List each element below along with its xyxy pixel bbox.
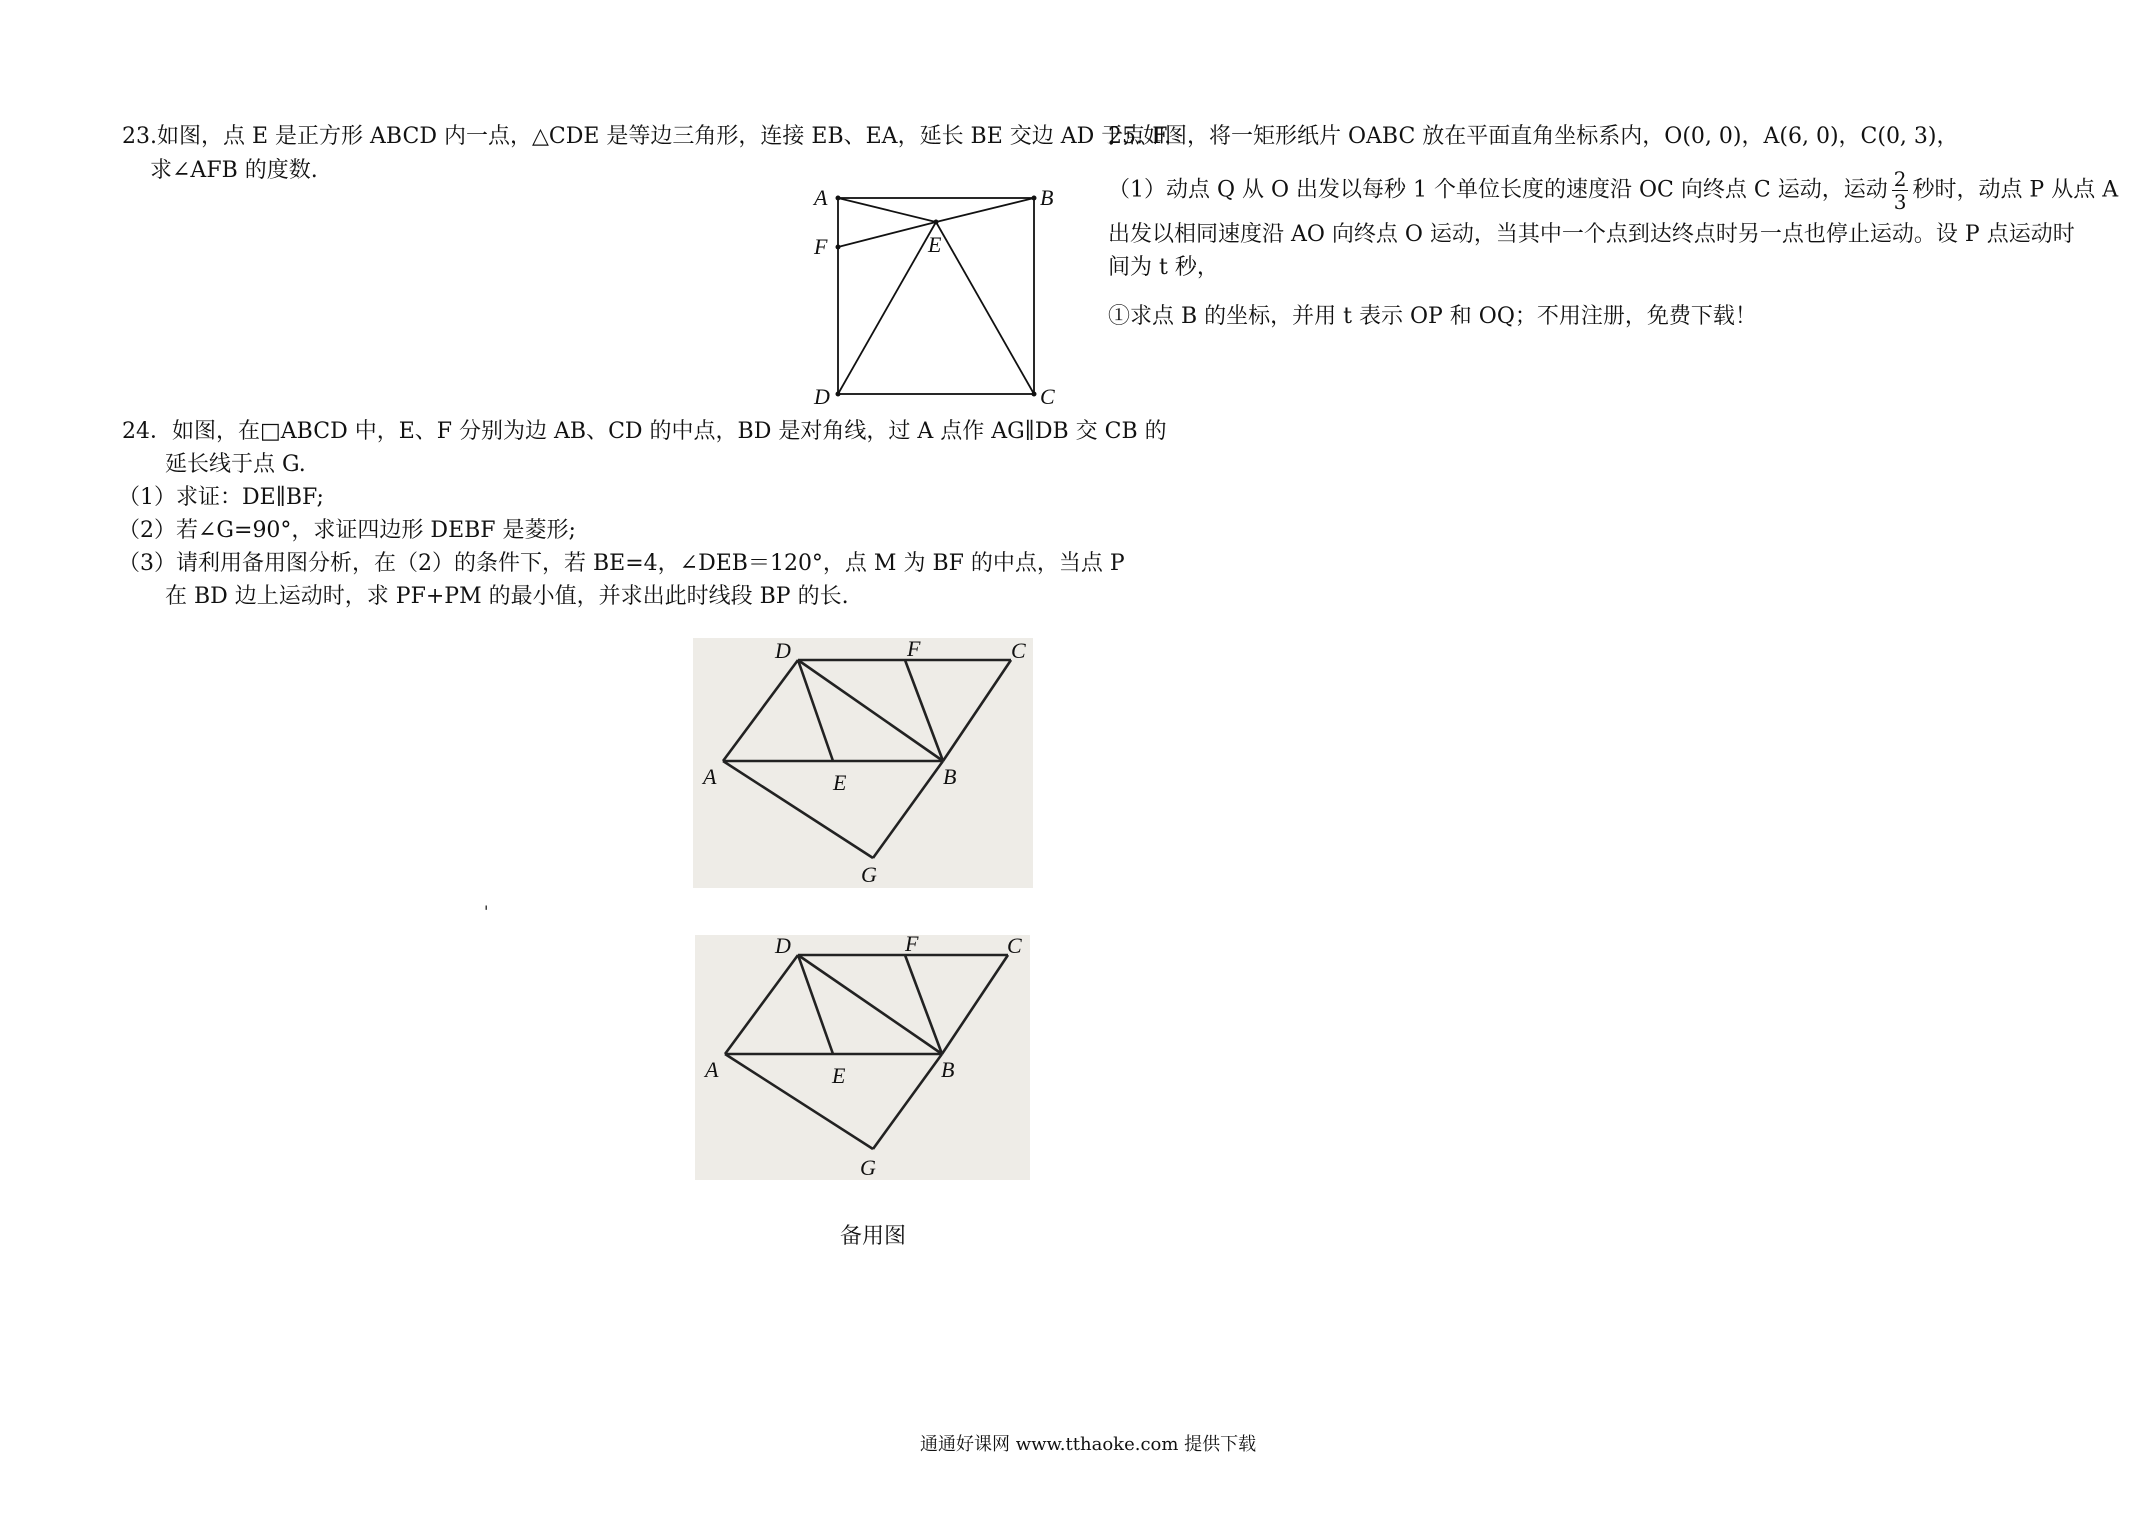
q24-part2: （2）若∠G=90°，求证四边形 DEBF 是菱形; <box>118 518 576 543</box>
q24-line2: 延长线于点 G. <box>165 452 306 477</box>
footer-credit: 通通好课网 www.tthaoke.com 提供下载 <box>920 1434 1257 1455</box>
label-d: D <box>775 935 791 958</box>
label-c: C <box>1007 935 1022 958</box>
download-ad-text: 不用注册，免费下载！ <box>1536 304 1757 329</box>
label-a: A <box>703 764 717 789</box>
q25-part1-text-b: 秒时，动点 P 从点 A <box>1912 177 2119 203</box>
label-b: B <box>943 764 957 789</box>
fraction-two-thirds <box>1892 168 1909 213</box>
label-e: E <box>832 1063 846 1088</box>
label-d: D <box>775 638 791 663</box>
label-a: A <box>814 185 828 210</box>
fraction-denominator: 3 <box>1893 190 1907 214</box>
label-b: B <box>941 1057 955 1082</box>
label-f: F <box>814 234 828 259</box>
q25-part1-text-a: （1）动点 Q 从 O 出发以每秒 1 个单位长度的速度沿 OC 向终点 C 运动，运动 <box>1108 177 1888 203</box>
label-g: G <box>860 1155 876 1180</box>
label-a: A <box>705 1057 719 1082</box>
label-f: F <box>905 935 919 956</box>
fraction-numerator: 2 <box>1893 167 1907 191</box>
label-e: E <box>833 770 847 795</box>
q25-sub1: ①求点 B 的坐标，并用 t 表示 OP 和 OQ； <box>1108 304 1537 329</box>
q25-part1-line2: 出发以相同速度沿 AO 向终点 O 运动，当其中一个点到达终点时另一点也停止运动。设 P 点运动时 <box>1108 222 2075 247</box>
q24-part1: （1）求证：DE∥BF; <box>118 485 324 510</box>
q23-line1: 23.如图，点 E 是正方形 ABCD 内一点，△CDE 是等边三角形，连接 EB、EA，延长 BE 交边 AD 于点 F. <box>122 124 1172 149</box>
stray-mark: ' <box>484 902 489 921</box>
q23-line2: 求∠AFB 的度数. <box>150 158 318 183</box>
spare-parallelogram-figure <box>695 935 1030 1180</box>
label-f: F <box>907 638 921 661</box>
square-abcd-figure <box>810 182 1060 407</box>
label-g: G <box>861 862 877 887</box>
label-c: C <box>1040 384 1055 407</box>
parallelogram-figure <box>693 638 1033 888</box>
label-b: B <box>1040 185 1054 210</box>
label-d: D <box>814 384 830 407</box>
q25-part1-line1 <box>1108 168 2118 213</box>
q24-line1: 24．如图，在□ABCD 中，E、F 分别为边 AB、CD 的中点，BD 是对角线，过 A 点作 AG∥DB 交 CB 的 <box>122 419 1167 444</box>
q24-part3-line1: （3）请利用备用图分析，在（2）的条件下，若 BE=4，∠DEB＝120°，点 M 为 BF 的中点，当点 P <box>118 551 1125 576</box>
q25-part1-line3: 间为 t 秒， <box>1108 255 1219 280</box>
q25-sub1-line <box>1108 302 1757 332</box>
figure-caption: 备用图 <box>840 1224 907 1249</box>
label-c: C <box>1011 638 1026 663</box>
label-e: E <box>928 232 942 257</box>
q25-line1: 25.如图，将一矩形纸片 OABC 放在平面直角坐标系内，O(0, 0)，A(6, 0)，C(0, 3)， <box>1108 124 1959 149</box>
q24-part3-line2: 在 BD 边上运动时，求 PF+PM 的最小值，并求出此时线段 BP 的长. <box>165 584 849 609</box>
